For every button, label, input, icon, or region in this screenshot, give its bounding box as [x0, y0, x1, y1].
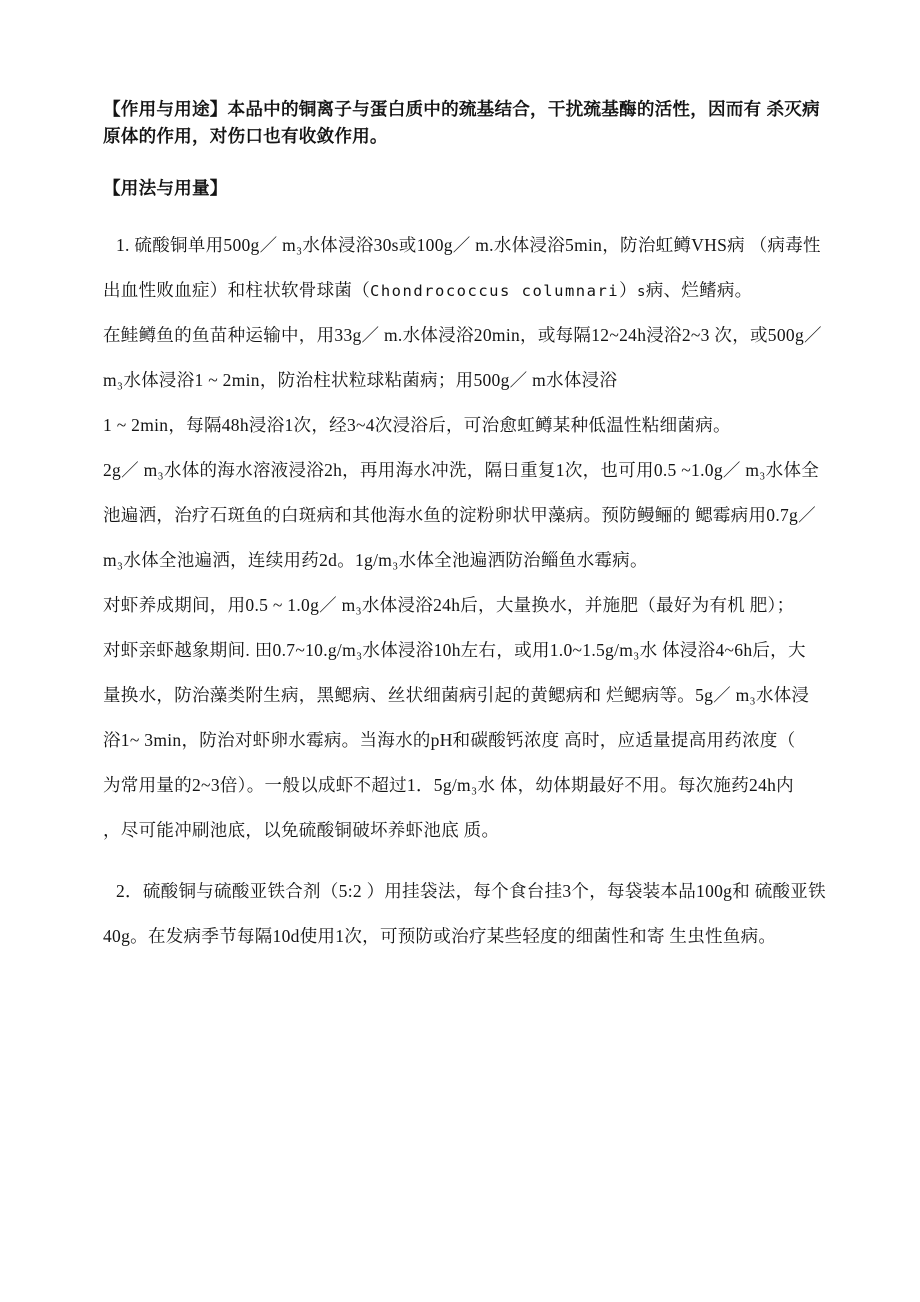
text-line: 量换水，防治藻类附生病，黑鳃病、丝状细菌病引起的黄鳃病和 烂鳃病等。5g／ m₃水体浸	[103, 685, 810, 705]
usage-item-2	[103, 879, 826, 969]
text-line: 池遍洒，治疗石斑鱼的白斑病和其他海水鱼的淀粉卵状甲藻病。预防鳗鲡的 鳃霉病用0.7g／	[103, 505, 816, 525]
text-line: 在鲑鳟鱼的鱼苗种运输中，用33g／ m.水体浸浴20min，或每隔12~24h浸浴2~3 次，或500g／	[103, 325, 822, 345]
latin-species-name: Chondrococcus columnari	[370, 282, 620, 300]
text-line: 对虾亲虾越象期间. 田0.7~10.g/m₃水体浸浴10h左右，或用1.0~1.5g/m₃水 体浸浴4~6h后，大	[103, 640, 806, 660]
text-line: 对虾养成期间，用0.5 ~ 1.0g／ m₃水体浸浴24h后，大量换水，并施肥（最好为有机 肥）；	[103, 595, 795, 615]
text-line: ，尽可能冲刷池底，以免硫酸铜破坏养虾池底 质。	[103, 820, 500, 840]
text-line: 原体的作用，对伤口也有收敛作用。	[103, 126, 388, 146]
text-line: 40g。在发病季节每隔10d使用1次，可预防或治疗某些轻度的细菌性和寄 生虫性鱼病。	[103, 926, 777, 946]
text-line: 【作用与用途】本品中的铜离子与蛋白质中的巯基结合，干扰巯基酶的活性，因而有 杀灭病	[103, 99, 820, 119]
usage-heading: 【用法与用量】	[103, 178, 228, 198]
text-segment: 病、烂鳍病。	[645, 280, 753, 300]
text-line: 2．硫酸铜与硫酸亚铁合剂（5:2 ）用挂袋法，每个食台挂3个，每袋装本品100g和 硫酸亚铁	[116, 881, 826, 901]
text-line	[103, 278, 819, 323]
text-line: 浴1~ 3min，防治对虾卵水霉病。当海水的pH和碳酸钙浓度 高时，应适量提高用药浓度（	[103, 730, 796, 750]
text-line: 1 ~ 2min，每隔48h浸浴1次，经3~4次浸浴后，可治愈虹鳟某种低温性粘细菌病。	[103, 415, 731, 435]
text-line: 2g／ m₃水体的海水溶液浸浴2h，再用海水冲洗，隔日重复1次，也可用0.5 ~1.0g／ m₃水体全	[103, 460, 820, 480]
usage-item-1	[103, 233, 822, 863]
text-line: m₃水体全池遍洒，连续用药2d。1g/m₃水体全池遍洒防治鲻鱼水霉病。	[103, 550, 648, 570]
text-segment: s	[636, 284, 646, 300]
text-line: 为常用量的2~3倍）。一般以成虾不超过1．5g/m₃水 体，幼体期最好不用。每次施药24h内	[103, 775, 794, 795]
section-action-and-use	[103, 96, 819, 150]
text-segment: ）	[619, 280, 637, 300]
text-line: m₃水体浸浴1 ~ 2min，防治柱状粒球粘菌病；用500g／ m水体浸浴	[103, 370, 618, 390]
document-content	[103, 96, 826, 969]
text-segment: 出血性败血症）和柱状软骨球菌（	[103, 280, 370, 300]
text-line: 1. 硫酸铜单用500g／ m₃水体浸浴30s或100g／ m.水体浸浴5min，防治虹鳟VHS病 （病毒性	[116, 235, 821, 255]
